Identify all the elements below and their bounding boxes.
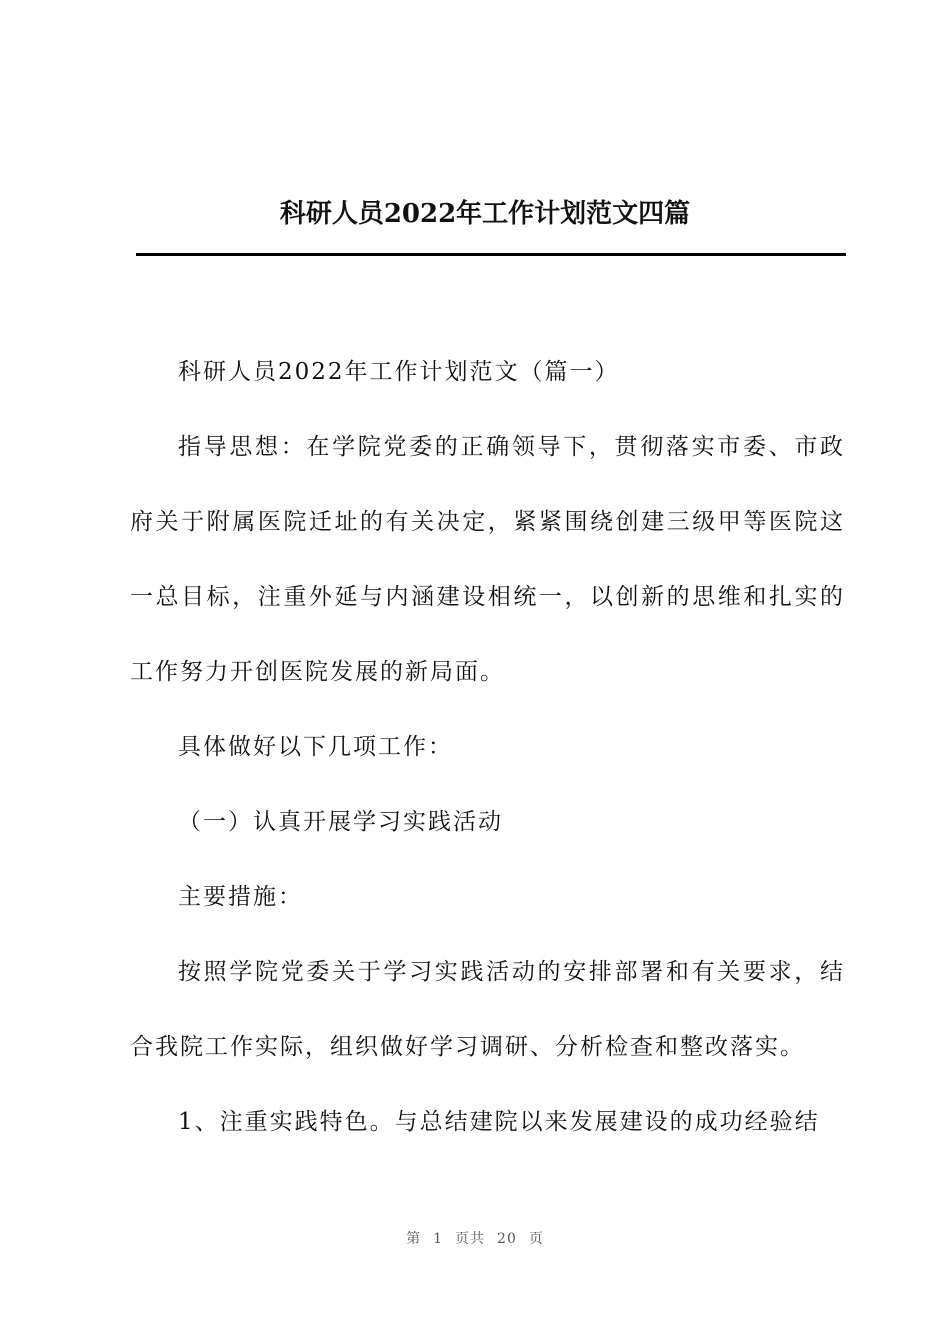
section-heading-paragraph: 科研人员2022年工作计划范文（篇一） bbox=[178, 359, 620, 385]
document-title: 科研人员2022年工作计划范文四篇 bbox=[279, 199, 691, 229]
footer-total-pages: 20 bbox=[497, 1231, 517, 1247]
title-underline bbox=[136, 253, 846, 256]
footer-suffix: 页 bbox=[528, 1231, 544, 1247]
subheading-paragraph: （一）认真开展学习实践活动 bbox=[178, 809, 503, 835]
document-body bbox=[130, 335, 845, 1160]
measures-paragraph: 按照学院党委关于学习实践活动的安排部署和有关要求，结合我院工作实际，组织做好学习调研、分析检查和整改落实。 bbox=[130, 959, 845, 1060]
tasks-intro-paragraph: 具体做好以下几项工作： bbox=[178, 734, 453, 760]
item-one-paragraph: 1、注重实践特色。与总结建院以来发展建设的成功经验结 bbox=[178, 1109, 820, 1135]
footer-middle: 页共 bbox=[455, 1231, 486, 1247]
page-footer bbox=[0, 1228, 950, 1248]
footer-prefix: 第 bbox=[406, 1231, 422, 1247]
measures-label-paragraph: 主要措施： bbox=[178, 884, 303, 910]
footer-current-page: 1 bbox=[433, 1231, 444, 1247]
guiding-thought-paragraph: 指导思想：在学院党委的正确领导下，贯彻落实市委、市政府关于附属医院迁址的有关决定，紧紧围绕创建三级甲等医院这一总目标，注重外延与内涵建设相统一，以创新的思维和扎实的工作努力开创医院发展的新局面。 bbox=[130, 434, 845, 685]
